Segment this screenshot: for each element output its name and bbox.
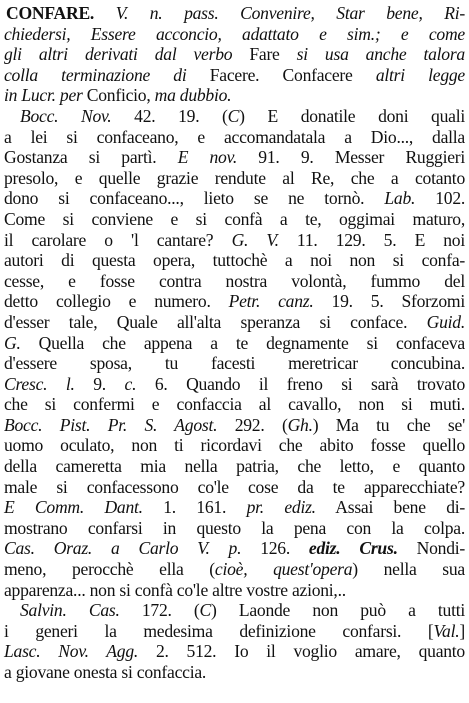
text-line: detto collegio e numero. Petr. canz. 19. 5. Sforzomi [4, 291, 465, 312]
text-line: meno, perocchè ella (cioè, quest'opera) nella sua [4, 559, 465, 580]
text-line: Come si conviene e si confà a te, oggimai maturo, [4, 208, 465, 229]
text-line: apparenza... non si confà co'le altre vostre azioni,.. [4, 579, 346, 600]
text-line: dono si confaceano..., lieto se ne tornò. Lab. 102. [4, 188, 466, 209]
text-line: in Lucr. per Conficio, ma dubbio. [4, 85, 232, 106]
text-line: i generi la medesima definizione confarsi. [Val.] [4, 620, 465, 641]
text-line: che si confermi e confaccia al cavallo, non si muti. [4, 394, 465, 415]
text-line: CONFARE. V. n. pass. Convenire, Star bene, Ri- [6, 3, 465, 23]
text-line: autori di questa opera, tuttochè a noi non si confa- [4, 250, 465, 271]
text-line: Cas. Oraz. a Carlo V. p. 126. ediz. Crus. Nondi- [4, 538, 466, 559]
text-line: a giovane onesta si confaccia. [4, 662, 207, 682]
text-line: d'esser tale, Quale all'alta speranza si conface. Guid. [4, 311, 465, 332]
text-line: d'essere sposa, tu facesti meretricar concubina. [4, 353, 465, 374]
text-line: della cameretta mia nella patria, che letto, e quanto [4, 456, 465, 477]
text-line: mostrano confarsi in questo la pena con la colpa. [4, 517, 465, 538]
text-line: cesse, e fosse contra nostra volontà, fummo del [4, 270, 465, 291]
text-line: Bocc. Nov. 42. 19. (C) E donatile doni quali [20, 105, 465, 126]
text-line: a lei si confaceano, e accomandatala a Dio..., dalla [4, 126, 465, 147]
text-line: Cresc. l. 9. c. 6. Quando il freno si sarà trovato [4, 373, 465, 394]
text-line: Gostanza si partì. E nov. 91. 9. Messer Ruggieri [4, 147, 466, 168]
text-line: male si confacessono co'le cose da te apparecchiate? [4, 476, 465, 497]
text-line: E Comm. Dant. 1. 161. pr. ediz. Assai bene di- [4, 497, 465, 518]
text-line: Bocc. Pist. Pr. S. Agost. 292. (Gh.) Ma tu che se' [4, 414, 465, 435]
text-line: G. Quella che appena a te degnamente si confaceva [4, 332, 465, 353]
text-line: gli altri derivati dal verbo Fare si usa anche talora [4, 44, 465, 65]
text-line: chiedersi, Essere acconcio, adattato e sim.; e come [4, 23, 465, 44]
text-line: Salvin. Cas. 172. (C) Laonde non può a tutti [20, 600, 465, 621]
text-line: presolo, e quelle grazie rendute al Re, che a cotanto [4, 167, 465, 188]
text-line: il carolare o 'l cantare? G. V. 11. 129. 5. E noi [4, 229, 465, 250]
text-line: uomo oculato, non ti ricordavi che abito fosse quello [4, 435, 465, 456]
text-line: colla terminazione di Facere. Confacere altri legge [4, 64, 465, 85]
text-line: Lasc. Nov. Agg. 2. 512. Io il voglio amare, quanto [4, 641, 465, 662]
